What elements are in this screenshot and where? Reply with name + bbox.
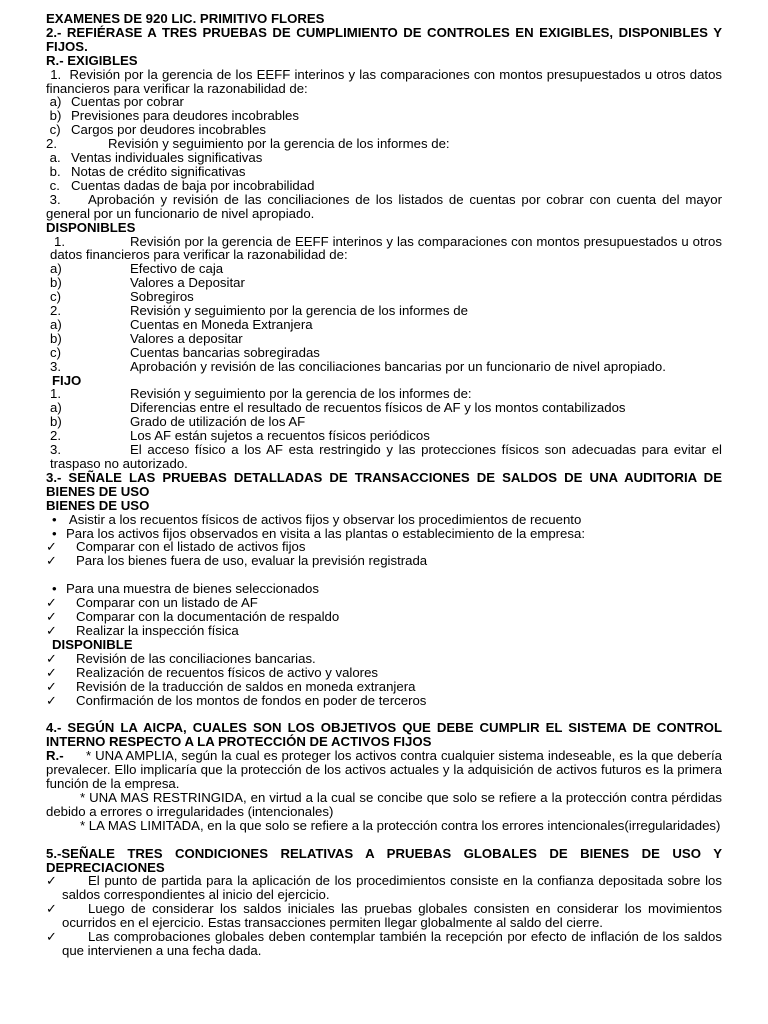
list-item: a) Diferencias entre el resultado de recuentos físicos de AF y los montos contabilizados — [50, 400, 626, 416]
list-item: a) Cuentas en Moneda Extranjera — [50, 316, 313, 332]
check-list-2 — [46, 596, 722, 638]
list-item: ✓ Luego de considerar los saldos iniciales las pruebas globales consisten en considerar los movimientos ocurridos en el ejercicio. Estas transacciones permiten llegar globalmente al saldo del cierre. — [46, 901, 722, 931]
list-item: b. Notas de crédito significativas — [46, 163, 246, 179]
bullet-item: • Asistir a los recuentos físicos de activos fijos y observar los procedimientos de recuento — [52, 511, 582, 527]
list-item: b) Grado de utilización de los AF — [50, 414, 306, 430]
q4-paragraph-1: R.- * UNA AMPLIA, según la cual es proteger los activos contra cualquier sistema indeseable, es la que debería prevalecer. Ello implicaría que la protección de los activos actuales y la adquisición de activos futuros es la primera función de la empresa. — [46, 748, 722, 792]
list-item: 2. Revisión y seguimiento por la gerencia de los informes de — [50, 303, 468, 319]
list-item: ✓ Para los bienes fuera de uso, evaluar la previsión registrada — [46, 553, 428, 569]
checkmark-icon: ✓ — [46, 901, 58, 917]
question-4-heading: 4.- SEGÚN LA AICPA, CUALES SON LOS OBJETIVOS QUE DEBE CUMPLIR EL SISTEMA DE CONTROL INTERNO RESPECTO A LA PROTECCIÓN DE ACTIVOS FIJOS — [46, 720, 722, 750]
disponible-heading: DISPONIBLE — [52, 636, 133, 652]
spacer — [46, 833, 722, 847]
exigibles-list-1 — [46, 95, 722, 137]
fijo-item-3: 3. El acceso físico a los AF esta restringido y las protecciones físicos son adecuadas para evitar el traspaso no autorizado. — [50, 442, 722, 471]
fijo-heading: FIJO — [52, 372, 82, 388]
checkmark-icon: ✓ — [46, 678, 58, 694]
checkmark-icon: ✓ — [46, 650, 58, 666]
checkmark-icon: ✓ — [46, 664, 58, 680]
answer-exigibles-heading: R.- EXIGIBLES — [46, 52, 138, 68]
spacer — [46, 707, 722, 721]
exigibles-item-2: 2. Revisión y seguimiento por la gerencia de los informes de: — [46, 136, 450, 152]
list-item: c) Sobregiros — [50, 289, 194, 305]
list-item: ✓ Realizar la inspección física — [46, 622, 239, 638]
checkmark-icon: ✓ — [46, 609, 58, 625]
bienes-de-uso-heading: BIENES DE USO — [46, 497, 150, 513]
fijo-list — [46, 387, 722, 443]
list-item: c) Cuentas bancarias sobregiradas — [50, 344, 320, 360]
question-3-heading: 3.- SEÑALE LAS PRUEBAS DETALLADAS DE TRANSACCIONES DE SALDOS DE UNA AUDITORIA DE BIENES DE USO — [46, 469, 722, 499]
list-item: b) Valores a depositar — [50, 330, 243, 346]
q5-list — [46, 874, 722, 957]
check-list-3 — [46, 652, 722, 708]
checkmark-icon: ✓ — [46, 595, 58, 611]
list-item: ✓ Revisión de las conciliaciones bancarias. — [46, 650, 316, 666]
answer-label: R.- — [46, 748, 64, 764]
question-5-heading: 5.-SEÑALE TRES CONDICIONES RELATIVAS A PRUEBAS GLOBALES DE BIENES DE USO Y DEPRECIACIONES — [46, 845, 722, 875]
list-item: c. Cuentas dadas de baja por incobrabilidad — [46, 177, 315, 193]
question-2-heading: 2.- REFIÉRASE A TRES PRUEBAS DE CUMPLIMIENTO DE CONTROLES EN EXIGIBLES, DISPONIBLES Y FIJOS. — [46, 24, 722, 54]
list-item: ✓ Las comprobaciones globales deben contemplar también la recepción por efecto de inflación de los saldos que intervienen a una fecha dada. — [46, 929, 722, 958]
exigibles-list-2 — [46, 151, 722, 193]
checkmark-icon: ✓ — [46, 553, 58, 569]
disponibles-item-1: 1. Revisión por la gerencia de EEFF interinos y las comparaciones con montos presupuestados u otros datos financieros para verificar la razonabilidad de: — [50, 233, 722, 263]
exigibles-item-3: 3. Aprobación y revisión de las conciliaciones de los listados de cuentas por cobrar con cuenta del mayor general por un funcionario de nivel apropiado. — [46, 191, 722, 221]
list-item: ✓ Realización de recuentos físicos de activo y valores — [46, 664, 378, 680]
bullet-icon: • — [52, 511, 57, 527]
list-item: 1. Revisión y seguimiento por la gerencia de los informes de: — [50, 386, 472, 402]
q4-paragraph-2: * UNA MAS RESTRINGIDA, en virtud a la cual se concibe que solo se refiere a la protección contra pérdidas debido a errores o irregularidades (intencionales) — [46, 789, 722, 819]
bullet-icon: • — [52, 525, 57, 541]
checkmark-icon: ✓ — [46, 539, 58, 555]
list-item: a) Cuentas por cobrar — [46, 94, 184, 110]
bullet-item: • Para los activos fijos observados en visita a las plantas o establecimiento de la empresa: — [52, 525, 585, 541]
check-list-1 — [46, 540, 722, 568]
exigibles-item-1: 1. Revisión por la gerencia de los EEFF interinos y las comparaciones con montos presupuestados u otros datos financieros para verificar la razonabilidad de: — [46, 66, 726, 96]
bullet-icon: • — [52, 581, 57, 597]
checkmark-icon: ✓ — [46, 692, 58, 708]
disponibles-list — [46, 262, 722, 373]
exam-title: EXAMENES DE 920 LIC. PRIMITIVO FLORES — [46, 11, 325, 26]
list-item: ✓ Comparar con la documentación de respaldo — [46, 609, 340, 625]
q4-paragraph-3: * LA MAS LIMITADA, en la que solo se refiere a la protección contra los errores intencionales(irregularidades) — [80, 817, 721, 833]
list-item: c) Cargos por deudores incobrables — [46, 122, 266, 138]
checkmark-icon: ✓ — [46, 622, 58, 638]
list-item: ✓ Comparar con un listado de AF — [46, 595, 258, 611]
list-item: b) Valores a Depositar — [50, 275, 245, 291]
list-item: a. Ventas individuales significativas — [46, 150, 263, 166]
list-item: ✓ El punto de partida para la aplicación de los procedimientos consiste en la confianza depositada sobre los saldos correspondientes al inicio del ejercicio. — [46, 873, 722, 903]
list-item: ✓ Revisión de la traducción de saldos en moneda extranjera — [46, 678, 416, 694]
checkmark-icon: ✓ — [46, 929, 58, 945]
list-item: a) Efectivo de caja — [50, 261, 224, 277]
list-item: 3. Aprobación y revisión de las conciliaciones bancarias por un funcionario de nivel apropiado. — [50, 358, 666, 374]
list-item: ✓ Comparar con el listado de activos fijos — [46, 539, 306, 555]
checkmark-icon: ✓ — [46, 873, 58, 889]
bullet-item: • Para una muestra de bienes seleccionados — [52, 581, 319, 597]
list-item: 2. Los AF están sujetos a recuentos físicos periódicos — [50, 428, 430, 444]
list-item: b) Previsiones para deudores incobrables — [46, 108, 299, 124]
spacer — [46, 568, 722, 582]
disponibles-heading: DISPONIBLES — [46, 219, 136, 235]
list-item: ✓ Confirmación de los montos de fondos en poder de terceros — [46, 692, 427, 708]
